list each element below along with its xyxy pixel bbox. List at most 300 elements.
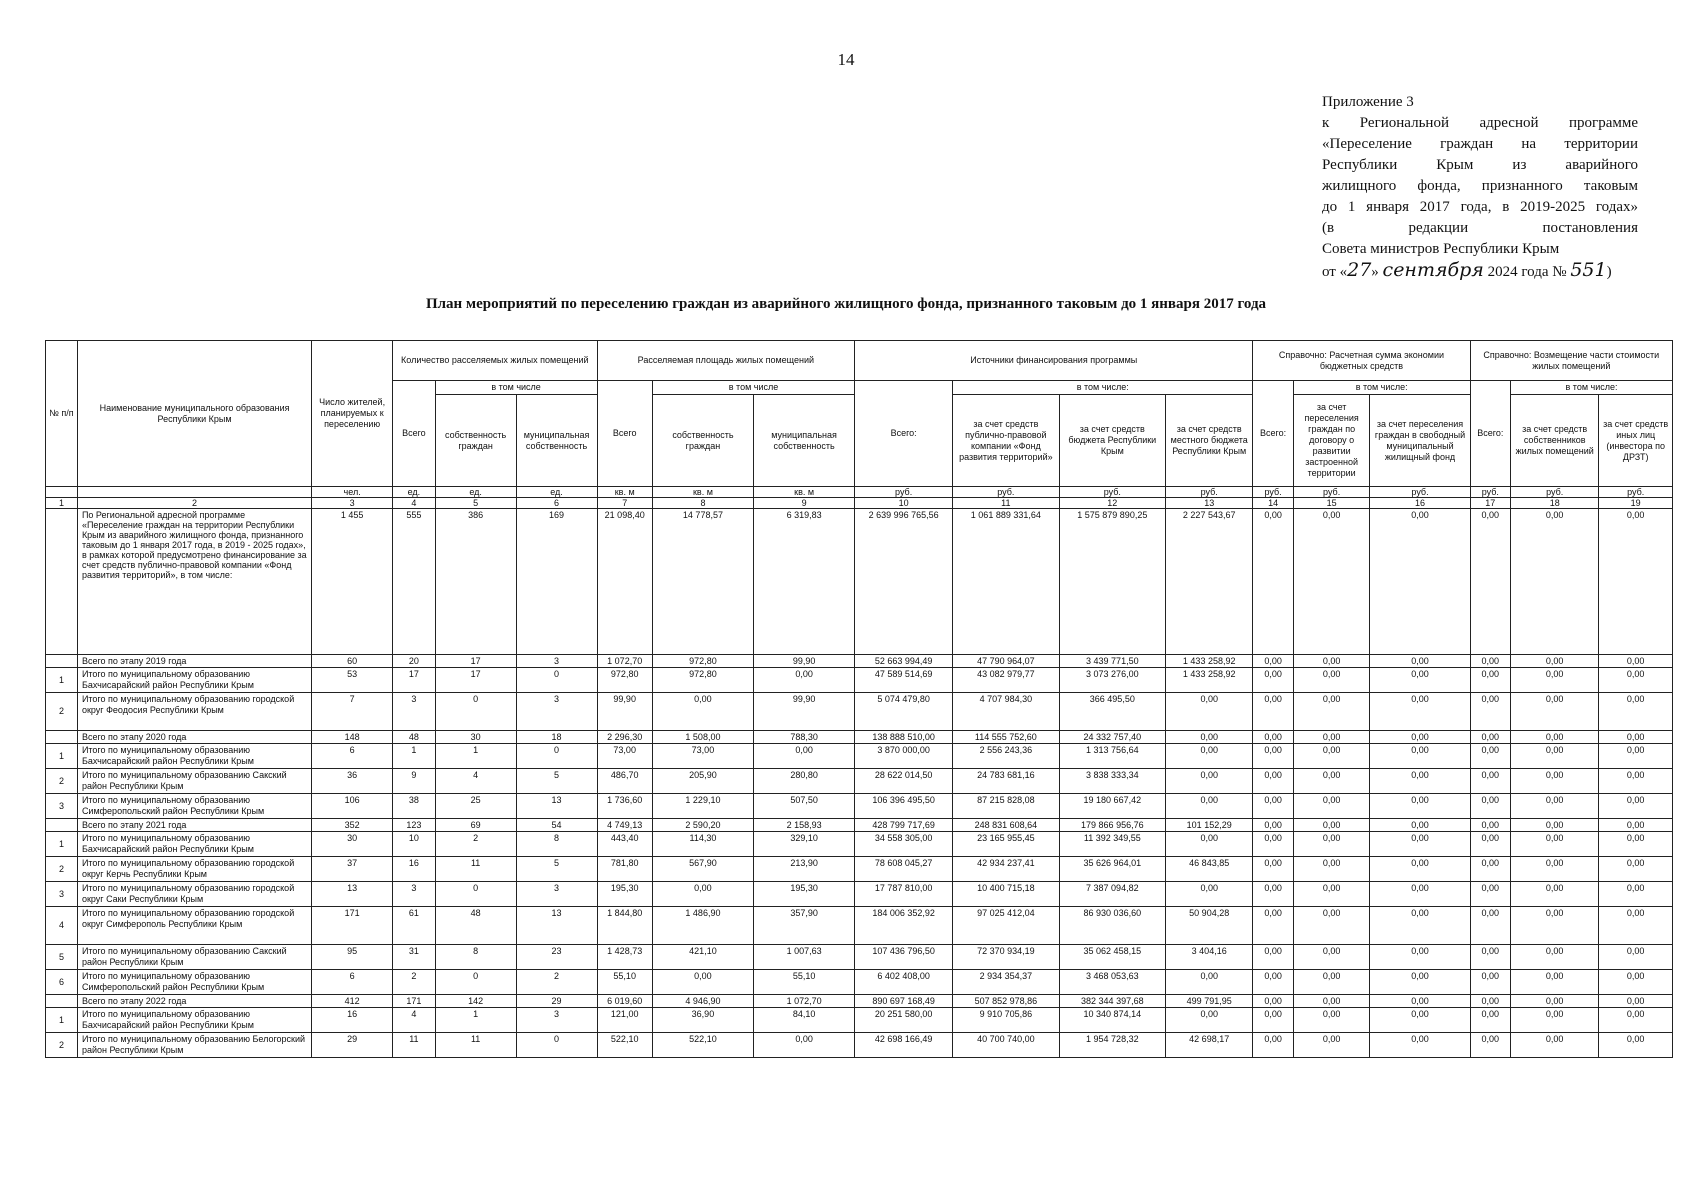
value-cell: 0,00 xyxy=(1511,731,1599,744)
value-cell: 0,00 xyxy=(1470,945,1510,970)
value-cell: 106 xyxy=(312,794,393,819)
value-cell: 17 xyxy=(435,655,516,668)
handwritten-day: 27 xyxy=(1347,259,1372,281)
value-cell: 13 xyxy=(516,794,597,819)
value-cell: 0,00 xyxy=(1370,995,1470,1008)
value-cell: 0,00 xyxy=(1293,1008,1370,1033)
header-reimb-other: за счет средств иных лиц (инвестора по ДРЗТ) xyxy=(1599,395,1673,487)
value-cell: 107 436 796,50 xyxy=(855,945,953,970)
value-cell: 0,00 xyxy=(1293,509,1370,655)
value-cell: 0,00 xyxy=(652,693,753,731)
handwritten-number: 551 xyxy=(1570,259,1607,281)
value-cell: 0,00 xyxy=(1511,744,1599,769)
row-name: По Региональной адресной программе «Переселение граждан на территории Республики Крым из аварийного жилищного фонда, признанного таковым до 1 января 2017 года, в 2019 - 2025 годах», в рамках которой предусмотрено финансирование за счет средств публично-правовой компании «Фонд развития территорий», в том числе: xyxy=(77,509,311,655)
unit-cell: руб. xyxy=(1370,487,1470,498)
unit-cell: кв. м xyxy=(754,487,855,498)
unit-cell: руб. xyxy=(1470,487,1510,498)
value-cell: 0 xyxy=(516,668,597,693)
row-number xyxy=(46,731,78,744)
header-fin-republic: за счет средств бюджета Республики Крым xyxy=(1059,395,1165,487)
value-cell: 0,00 xyxy=(1253,970,1293,995)
row-number xyxy=(46,509,78,655)
value-cell: 17 787 810,00 xyxy=(855,882,953,907)
value-cell: 366 495,50 xyxy=(1059,693,1165,731)
value-cell: 78 608 045,27 xyxy=(855,857,953,882)
header-rooms-total: Всего xyxy=(393,381,436,487)
row-number: 1 xyxy=(46,744,78,769)
row-name: Всего по этапу 2022 года xyxy=(77,995,311,1008)
value-cell: 47 790 964,07 xyxy=(953,655,1059,668)
value-cell: 28 622 014,50 xyxy=(855,769,953,794)
header-reimbursement-group: Справочно: Возмещение части стоимости жилых помещений xyxy=(1470,341,1672,381)
value-cell: 0,00 xyxy=(1599,970,1673,995)
value-cell: 42 934 237,41 xyxy=(953,857,1059,882)
value-cell: 0,00 xyxy=(1511,655,1599,668)
value-cell: 357,90 xyxy=(754,907,855,945)
value-cell: 3 xyxy=(516,882,597,907)
row-number xyxy=(46,995,78,1008)
value-cell: 171 xyxy=(393,995,436,1008)
value-cell: 0,00 xyxy=(1470,668,1510,693)
value-cell: 3 468 053,63 xyxy=(1059,970,1165,995)
column-number-cell: 10 xyxy=(855,498,953,509)
value-cell: 179 866 956,76 xyxy=(1059,819,1165,832)
value-cell: 1 072,70 xyxy=(754,995,855,1008)
row-name: Итого по муниципальному образованию Симферопольский район Республики Крым xyxy=(77,970,311,995)
value-cell: 1 954 728,32 xyxy=(1059,1033,1165,1058)
value-cell: 2 556 243,36 xyxy=(953,744,1059,769)
value-cell: 55,10 xyxy=(597,970,652,995)
value-cell: 0,00 xyxy=(1511,832,1599,857)
appendix-line: к Региональной адресной программе xyxy=(1322,115,1638,131)
value-cell: 0,00 xyxy=(1253,731,1293,744)
value-cell: 6 019,60 xyxy=(597,995,652,1008)
value-cell: 8 xyxy=(435,945,516,970)
value-cell: 138 888 510,00 xyxy=(855,731,953,744)
value-cell: 421,10 xyxy=(652,945,753,970)
value-cell: 1 229,10 xyxy=(652,794,753,819)
value-cell: 0,00 xyxy=(1470,1008,1510,1033)
row-name: Итого по муниципальному образованию городской округ Феодосия Республики Крым xyxy=(77,693,311,731)
column-number-cell: 17 xyxy=(1470,498,1510,509)
header-reimb-owners: за счет средств собственников жилых помещений xyxy=(1511,395,1599,487)
value-cell: 205,90 xyxy=(652,769,753,794)
value-cell: 0,00 xyxy=(1599,1033,1673,1058)
value-cell: 43 082 979,77 xyxy=(953,668,1059,693)
value-cell: 0,00 xyxy=(1293,945,1370,970)
unit-cell: руб. xyxy=(1293,487,1370,498)
value-cell: 121,00 xyxy=(597,1008,652,1033)
value-cell: 0 xyxy=(516,744,597,769)
value-cell: 7 387 094,82 xyxy=(1059,882,1165,907)
value-cell: 555 xyxy=(393,509,436,655)
value-cell: 0,00 xyxy=(1293,1033,1370,1058)
value-cell: 171 xyxy=(312,907,393,945)
value-cell: 352 xyxy=(312,819,393,832)
value-cell: 1 736,60 xyxy=(597,794,652,819)
value-cell: 0,00 xyxy=(1370,857,1470,882)
value-cell: 0,00 xyxy=(1166,769,1253,794)
value-cell: 0,00 xyxy=(1370,945,1470,970)
value-cell: 382 344 397,68 xyxy=(1059,995,1165,1008)
column-number-cell: 7 xyxy=(597,498,652,509)
value-cell: 0 xyxy=(435,693,516,731)
value-cell: 38 xyxy=(393,794,436,819)
value-cell: 1 433 258,92 xyxy=(1166,655,1253,668)
value-cell: 0,00 xyxy=(1370,509,1470,655)
header-residents: Число жителей, планируемых к переселению xyxy=(312,341,393,487)
value-cell: 0,00 xyxy=(1599,857,1673,882)
value-cell: 0,00 xyxy=(1166,882,1253,907)
page-number: 14 xyxy=(837,50,855,69)
value-cell: 0,00 xyxy=(1293,731,1370,744)
value-cell: 1 007,63 xyxy=(754,945,855,970)
value-cell: 0 xyxy=(435,882,516,907)
row-name: Итого по муниципальному образованию Сакский район Республики Крым xyxy=(77,769,311,794)
value-cell: 30 xyxy=(312,832,393,857)
municipality-row xyxy=(46,857,1673,882)
value-cell: 567,90 xyxy=(652,857,753,882)
value-cell: 123 xyxy=(393,819,436,832)
value-cell: 0,00 xyxy=(1599,832,1673,857)
header-num: № п/п xyxy=(46,341,78,487)
column-number-cell: 2 xyxy=(77,498,311,509)
value-cell: 507 852 978,86 xyxy=(953,995,1059,1008)
stage-total-row xyxy=(46,995,1673,1008)
value-cell: 0,00 xyxy=(1293,794,1370,819)
value-cell: 53 xyxy=(312,668,393,693)
value-cell: 37 xyxy=(312,857,393,882)
value-cell: 36 xyxy=(312,769,393,794)
value-cell: 7 xyxy=(312,693,393,731)
value-cell: 97 025 412,04 xyxy=(953,907,1059,945)
column-number-cell: 12 xyxy=(1059,498,1165,509)
value-cell: 248 831 608,64 xyxy=(953,819,1059,832)
value-cell: 114,30 xyxy=(652,832,753,857)
value-cell: 95 xyxy=(312,945,393,970)
value-cell: 99,90 xyxy=(754,655,855,668)
handwritten-month: сентября xyxy=(1382,259,1484,281)
value-cell: 0,00 xyxy=(1470,995,1510,1008)
value-cell: 10 400 715,18 xyxy=(953,882,1059,907)
value-cell: 0,00 xyxy=(1253,655,1293,668)
value-cell: 0,00 xyxy=(1293,970,1370,995)
value-cell: 55,10 xyxy=(754,970,855,995)
value-cell: 443,40 xyxy=(597,832,652,857)
value-cell: 1 486,90 xyxy=(652,907,753,945)
value-cell: 48 xyxy=(435,907,516,945)
unit-cell: кв. м xyxy=(597,487,652,498)
header-reimb-total: Всего: xyxy=(1470,381,1510,487)
header-area-owned: собственность граждан xyxy=(652,395,753,487)
value-cell: 11 392 349,55 xyxy=(1059,832,1165,857)
value-cell: 0,00 xyxy=(1470,769,1510,794)
value-cell: 0,00 xyxy=(1166,731,1253,744)
value-cell: 16 xyxy=(393,857,436,882)
header-rooms-owned: собственность граждан xyxy=(435,395,516,487)
column-number-cell: 9 xyxy=(754,498,855,509)
value-cell: 1 428,73 xyxy=(597,945,652,970)
value-cell: 10 xyxy=(393,832,436,857)
value-cell: 50 904,28 xyxy=(1166,907,1253,945)
value-cell: 0,00 xyxy=(1511,693,1599,731)
value-cell: 8 xyxy=(516,832,597,857)
value-cell: 0,00 xyxy=(1511,995,1599,1008)
row-number: 3 xyxy=(46,882,78,907)
value-cell: 142 xyxy=(435,995,516,1008)
row-number: 4 xyxy=(46,907,78,945)
value-cell: 0,00 xyxy=(1166,1008,1253,1033)
column-number-cell: 14 xyxy=(1253,498,1293,509)
value-cell: 1 313 756,64 xyxy=(1059,744,1165,769)
value-cell: 0,00 xyxy=(1470,1033,1510,1058)
value-cell: 0 xyxy=(516,1033,597,1058)
value-cell: 2 xyxy=(393,970,436,995)
value-cell: 0,00 xyxy=(1253,857,1293,882)
value-cell: 19 180 667,42 xyxy=(1059,794,1165,819)
unit-cell: руб. xyxy=(855,487,953,498)
value-cell: 148 xyxy=(312,731,393,744)
column-number-cell: 15 xyxy=(1293,498,1370,509)
value-cell: 0,00 xyxy=(1599,907,1673,945)
value-cell: 1 xyxy=(435,1008,516,1033)
appendix-line: Совета министров Республики Крым xyxy=(1322,241,1560,257)
value-cell: 0,00 xyxy=(1470,970,1510,995)
value-cell: 24 783 681,16 xyxy=(953,769,1059,794)
appendix-block xyxy=(1322,92,1638,283)
value-cell: 3 073 276,00 xyxy=(1059,668,1165,693)
header-reimb-incl: в том числе: xyxy=(1511,381,1673,395)
value-cell: 184 006 352,92 xyxy=(855,907,953,945)
header-economy-group: Справочно: Расчетная сумма экономии бюджетных средств xyxy=(1253,341,1470,381)
value-cell: 0,00 xyxy=(1470,655,1510,668)
value-cell: 0,00 xyxy=(1293,819,1370,832)
value-cell: 16 xyxy=(312,1008,393,1033)
value-cell: 0,00 xyxy=(1370,769,1470,794)
row-number: 2 xyxy=(46,1033,78,1058)
value-cell: 6 402 408,00 xyxy=(855,970,953,995)
value-cell: 1 844,80 xyxy=(597,907,652,945)
value-cell: 14 778,57 xyxy=(652,509,753,655)
value-cell: 4 707 984,30 xyxy=(953,693,1059,731)
value-cell: 17 xyxy=(393,668,436,693)
value-cell: 0,00 xyxy=(1511,882,1599,907)
unit-cell: ед. xyxy=(516,487,597,498)
value-cell: 48 xyxy=(393,731,436,744)
header-name: Наименование муниципального образования Республики Крым xyxy=(77,341,311,487)
value-cell: 0,00 xyxy=(1253,819,1293,832)
value-cell: 3 404,16 xyxy=(1166,945,1253,970)
value-cell: 0,00 xyxy=(1470,744,1510,769)
date-prefix: от « xyxy=(1322,264,1348,280)
value-cell: 0,00 xyxy=(1253,832,1293,857)
value-cell: 4 xyxy=(435,769,516,794)
value-cell: 1 508,00 xyxy=(652,731,753,744)
value-cell: 0,00 xyxy=(1293,693,1370,731)
municipality-row xyxy=(46,693,1673,731)
value-cell: 69 xyxy=(435,819,516,832)
value-cell: 0,00 xyxy=(652,970,753,995)
value-cell: 412 xyxy=(312,995,393,1008)
value-cell: 35 062 458,15 xyxy=(1059,945,1165,970)
appendix-date-line xyxy=(1322,260,1638,283)
value-cell: 73,00 xyxy=(597,744,652,769)
value-cell: 2 934 354,37 xyxy=(953,970,1059,995)
value-cell: 0,00 xyxy=(1166,970,1253,995)
value-cell: 1 061 889 331,64 xyxy=(953,509,1059,655)
value-cell: 29 xyxy=(516,995,597,1008)
value-cell: 2 xyxy=(516,970,597,995)
value-cell: 0,00 xyxy=(1470,693,1510,731)
value-cell: 1 433 258,92 xyxy=(1166,668,1253,693)
value-cell: 6 xyxy=(312,744,393,769)
value-cell: 0,00 xyxy=(1599,769,1673,794)
value-cell: 30 xyxy=(435,731,516,744)
value-cell: 1 575 879 890,25 xyxy=(1059,509,1165,655)
header-area-group: Расселяемая площадь жилых помещений xyxy=(597,341,855,381)
value-cell: 0,00 xyxy=(1470,857,1510,882)
value-cell: 5 xyxy=(516,857,597,882)
municipality-row xyxy=(46,907,1673,945)
appendix-line: Приложение 3 xyxy=(1322,94,1414,110)
value-cell: 42 698 166,49 xyxy=(855,1033,953,1058)
value-cell: 781,80 xyxy=(597,857,652,882)
header-rooms-group: Количество расселяемых жилых помещений xyxy=(393,341,597,381)
value-cell: 972,80 xyxy=(597,668,652,693)
date-suffix: 2024 года № xyxy=(1483,264,1571,280)
row-number: 6 xyxy=(46,970,78,995)
unit-cell: чел. xyxy=(312,487,393,498)
value-cell: 3 xyxy=(516,1008,597,1033)
municipality-row xyxy=(46,832,1673,857)
value-cell: 0,00 xyxy=(1166,693,1253,731)
value-cell: 42 698,17 xyxy=(1166,1033,1253,1058)
value-cell: 0,00 xyxy=(1253,1008,1293,1033)
value-cell: 0,00 xyxy=(1511,907,1599,945)
value-cell: 0,00 xyxy=(1293,995,1370,1008)
value-cell: 0,00 xyxy=(1470,907,1510,945)
value-cell: 280,80 xyxy=(754,769,855,794)
value-cell: 0,00 xyxy=(1470,882,1510,907)
unit-cell: кв. м xyxy=(652,487,753,498)
value-cell: 890 697 168,49 xyxy=(855,995,953,1008)
value-cell: 106 396 495,50 xyxy=(855,794,953,819)
value-cell: 428 799 717,69 xyxy=(855,819,953,832)
value-cell: 213,90 xyxy=(754,857,855,882)
value-cell: 0,00 xyxy=(1599,509,1673,655)
appendix-line: жилищного фонда, признанного таковым xyxy=(1322,178,1638,194)
value-cell: 0,00 xyxy=(652,882,753,907)
header-fin-local: за счет средств местного бюджета Республики Крым xyxy=(1166,395,1253,487)
value-cell: 86 930 036,60 xyxy=(1059,907,1165,945)
value-cell: 0,00 xyxy=(1511,509,1599,655)
row-name: Итого по муниципальному образованию Бахчисарайский район Республики Крым xyxy=(77,744,311,769)
value-cell: 25 xyxy=(435,794,516,819)
value-cell: 0,00 xyxy=(1599,945,1673,970)
value-cell: 11 xyxy=(393,1033,436,1058)
value-cell: 0,00 xyxy=(1511,945,1599,970)
value-cell: 788,30 xyxy=(754,731,855,744)
value-cell: 13 xyxy=(312,882,393,907)
value-cell: 0,00 xyxy=(1511,857,1599,882)
row-name: Всего по этапу 2020 года xyxy=(77,731,311,744)
value-cell: 0,00 xyxy=(1511,668,1599,693)
value-cell: 87 215 828,08 xyxy=(953,794,1059,819)
column-number-cell: 6 xyxy=(516,498,597,509)
value-cell: 522,10 xyxy=(652,1033,753,1058)
value-cell: 60 xyxy=(312,655,393,668)
value-cell: 0,00 xyxy=(1370,655,1470,668)
unit-cell xyxy=(77,487,311,498)
value-cell: 17 xyxy=(435,668,516,693)
header-econ-development: за счет переселения граждан по договору о развитии застроенной территории xyxy=(1293,395,1370,487)
row-name: Итого по муниципальному образованию городской округ Керчь Республики Крым xyxy=(77,857,311,882)
value-cell: 84,10 xyxy=(754,1008,855,1033)
row-name: Итого по муниципальному образованию Сакский район Республики Крым xyxy=(77,945,311,970)
row-number: 2 xyxy=(46,769,78,794)
row-number xyxy=(46,819,78,832)
value-cell: 36,90 xyxy=(652,1008,753,1033)
column-number-cell: 8 xyxy=(652,498,753,509)
appendix-line: до 1 января 2017 года, в 2019-2025 годах» xyxy=(1322,199,1638,215)
row-number: 1 xyxy=(46,668,78,693)
value-cell: 0,00 xyxy=(1253,769,1293,794)
row-name: Итого по муниципальному образованию Бахчисарайский район Республики Крым xyxy=(77,668,311,693)
municipality-row xyxy=(46,1008,1673,1033)
header-financing-group: Источники финансирования программы xyxy=(855,341,1253,381)
value-cell: 0,00 xyxy=(1370,882,1470,907)
value-cell: 0,00 xyxy=(1293,832,1370,857)
value-cell: 0,00 xyxy=(1511,794,1599,819)
value-cell: 99,90 xyxy=(754,693,855,731)
row-name: Всего по этапу 2019 года xyxy=(77,655,311,668)
header-econ-incl: в том числе: xyxy=(1293,381,1470,395)
row-name: Итого по муниципальному образованию Белогорский район Республики Крым xyxy=(77,1033,311,1058)
value-cell: 3 838 333,34 xyxy=(1059,769,1165,794)
municipality-row xyxy=(46,744,1673,769)
unit-cell: руб. xyxy=(1253,487,1293,498)
value-cell: 6 xyxy=(312,970,393,995)
value-cell: 2 227 543,67 xyxy=(1166,509,1253,655)
value-cell: 47 589 514,69 xyxy=(855,668,953,693)
value-cell: 0,00 xyxy=(1370,832,1470,857)
header-fin-fund: за счет средств публично-правовой компании «Фонд развития территорий» xyxy=(953,395,1059,487)
column-numbers-row xyxy=(46,498,1673,509)
value-cell: 0,00 xyxy=(1599,693,1673,731)
value-cell: 3 xyxy=(516,655,597,668)
header-area-incl: в том числе xyxy=(652,381,854,395)
value-cell: 4 749,13 xyxy=(597,819,652,832)
value-cell: 522,10 xyxy=(597,1033,652,1058)
value-cell: 0 xyxy=(435,970,516,995)
value-cell: 329,10 xyxy=(754,832,855,857)
value-cell: 23 xyxy=(516,945,597,970)
value-cell: 0,00 xyxy=(754,1033,855,1058)
row-name: Всего по этапу 2021 года xyxy=(77,819,311,832)
value-cell: 0,00 xyxy=(1293,907,1370,945)
value-cell: 0,00 xyxy=(1470,731,1510,744)
value-cell: 0,00 xyxy=(1166,744,1253,769)
value-cell: 0,00 xyxy=(1511,819,1599,832)
value-cell: 0,00 xyxy=(1370,1008,1470,1033)
row-name: Итого по муниципальному образованию Бахчисарайский район Республики Крым xyxy=(77,832,311,857)
value-cell: 0,00 xyxy=(1253,907,1293,945)
value-cell: 169 xyxy=(516,509,597,655)
value-cell: 2 590,20 xyxy=(652,819,753,832)
value-cell: 52 663 994,49 xyxy=(855,655,953,668)
value-cell: 0,00 xyxy=(1599,882,1673,907)
value-cell: 1 455 xyxy=(312,509,393,655)
